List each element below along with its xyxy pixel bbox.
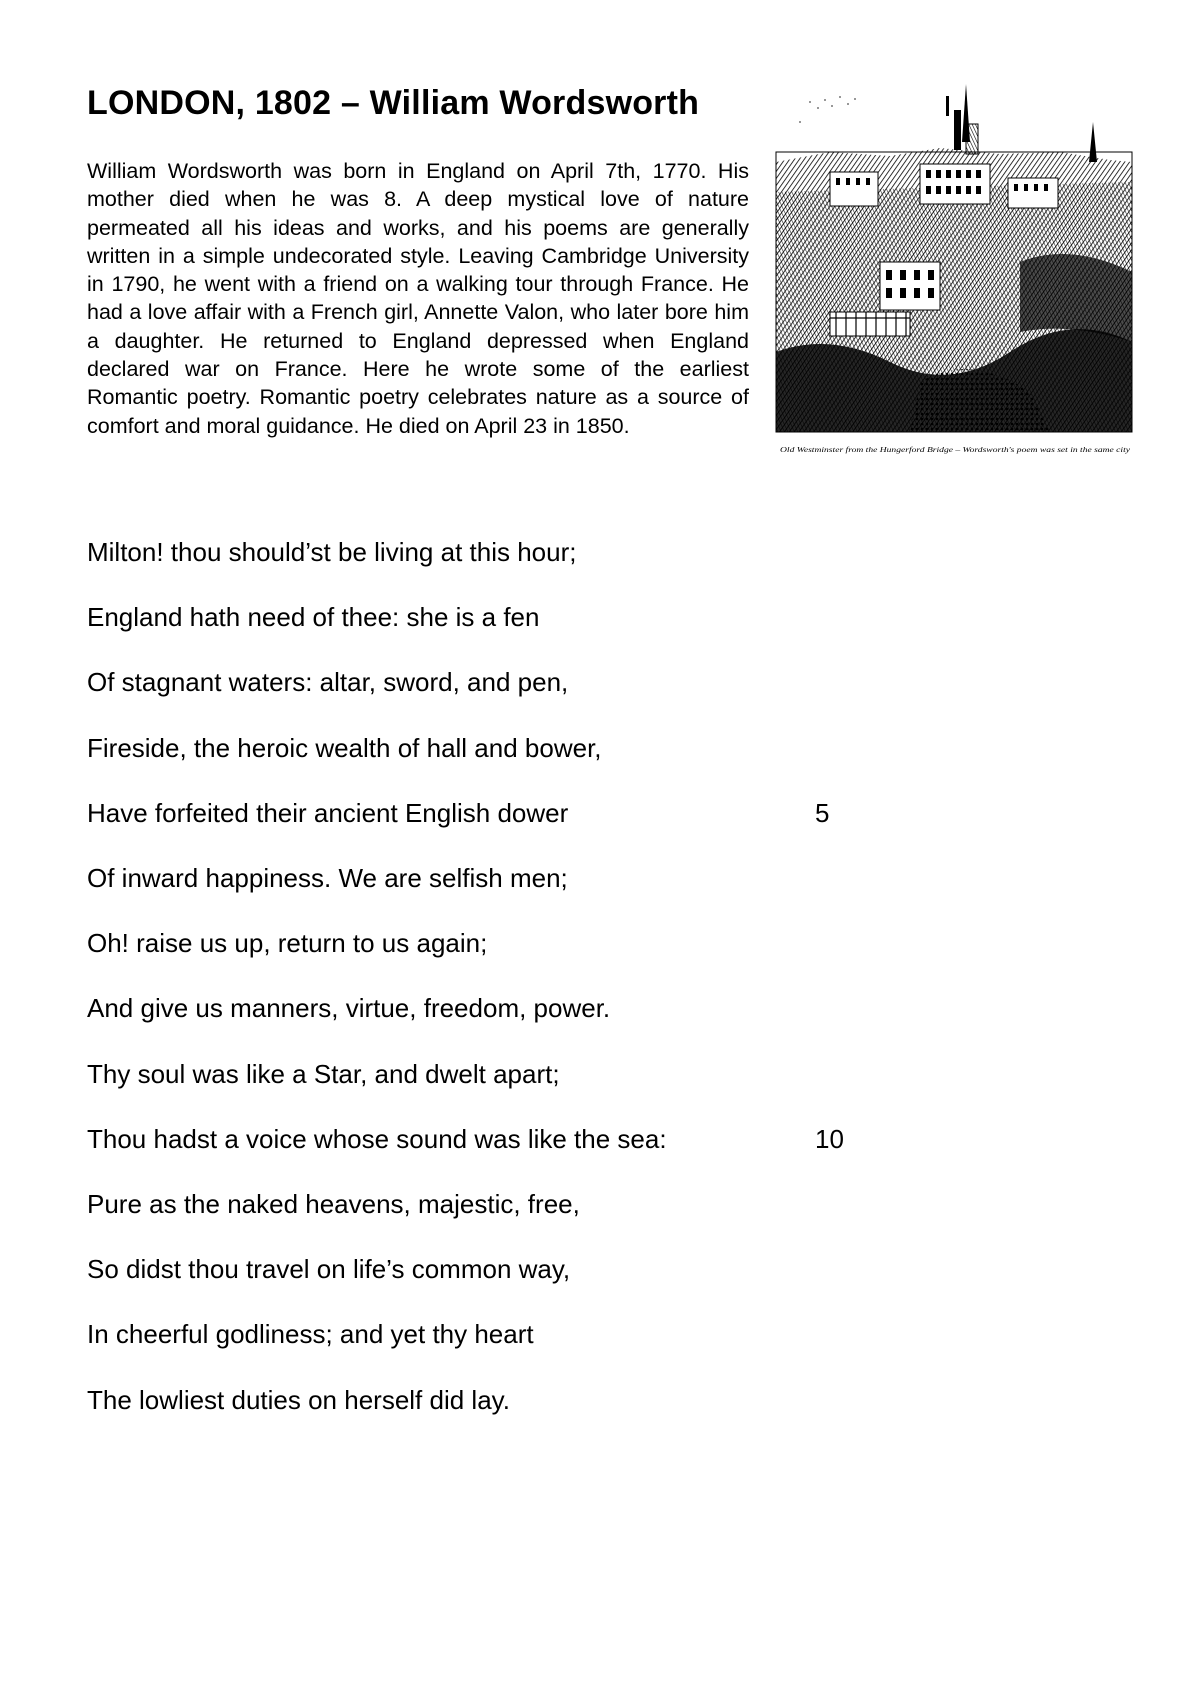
- poem-line: Fireside, the heroic wealth of hall and bower,: [87, 732, 602, 763]
- poem-line: Oh! raise us up, return to us again;: [87, 928, 488, 959]
- poem-line: And give us manners, virtue, freedom, power.: [87, 993, 611, 1024]
- poem-line: Thou hadst a voice whose sound was like the sea:: [87, 1123, 667, 1154]
- poem-line: In cheerful godliness; and yet thy heart: [87, 1319, 534, 1350]
- poem-line: England hath need of thee: she is a fen: [87, 602, 540, 633]
- poem-line: Pure as the naked heavens, majestic, free,: [87, 1189, 580, 1219]
- poem-line: Milton! thou should’st be living at this hour;: [87, 537, 577, 567]
- poem-line: So didst thou travel on life’s common way,: [87, 1254, 571, 1285]
- poem-line: Of inward happiness. We are selfish men;: [87, 863, 568, 893]
- page-title: LONDON, 1802 – William Wordsworth: [87, 84, 700, 122]
- poem-line: Of stagnant waters: altar, sword, and pen,: [87, 667, 569, 698]
- line-number: 10: [815, 1123, 844, 1154]
- line-number: 5: [815, 797, 830, 828]
- poem-line: The lowliest duties on herself did lay.: [87, 1384, 510, 1415]
- london-engraving-illustration: [770, 82, 1138, 468]
- london-engraving-icon: [770, 82, 1138, 468]
- author-biography: William Wordsworth was born in England on April 7th, 1770. His mother died when he was 8. A deep mystical love of nature permeated all his ideas and works, and his poems are generally written in a simple undecorated style. Leaving Cambridge University in 1790, he went with a friend on a walking tour through France. He had a love affair with a French girl, Annette Valon, who later bore him a daughter. He returned to England depressed when England declared war on France. Here he wrote some of the earliest Romantic poetry. Romantic poetry celebrates nature as a source of comfort and moral guidance. He died on April 23 in 1850.: [87, 159, 749, 438]
- illustration-caption: Old Westminster from the Hungerford Bridge – Wordsworth's poem was set in the same city: [780, 445, 1131, 454]
- poem-line: Thy soul was like a Star, and dwelt apart;: [87, 1058, 560, 1089]
- poem-line: Have forfeited their ancient English dower: [87, 797, 569, 828]
